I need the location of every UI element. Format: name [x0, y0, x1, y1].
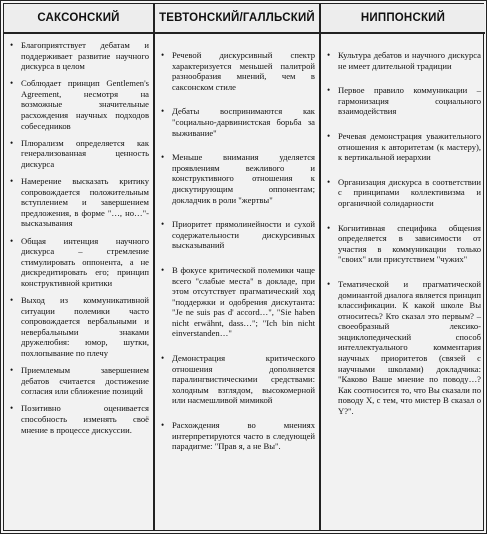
list-item: • Позитивно оценивается способность изменять своё мнение в процессе дискуссии.: [9, 403, 149, 435]
column-teutonic-gallic: [153, 34, 319, 530]
list-item: • Первое правило коммуникации – гармонизация социального взаимодействия: [326, 85, 481, 117]
comparison-table: [3, 3, 484, 531]
list-item: • Дебаты воспринимаются как "социально-дарвинистская борьба за выживание": [160, 106, 315, 138]
list-item: • Приоритет прямолинейности и сухой содержательности дискурсивных высказываний: [160, 219, 315, 251]
list-item: • Тематической и прагматической доминантой диалога является принцип классификации. К какой школе Вы относитесь? Кто сказал это первым? – своеобразный лексико-энциклопедический способ интеллектуального комментария научных приоритетов (связей с научными школами) докладчика: "Каково Ваше мнение по поводу…? Как соотносится то, что Вы сказали по поводу Х, с тем, что мистер В сказал о Y?".: [326, 279, 481, 417]
header-teutonic-gallic: ТЕВТОНСКИЙ/ГАЛЛЬСКИЙ: [153, 4, 319, 34]
list-item: • Культура дебатов и научного дискурса не имеет длительной традиции: [326, 50, 481, 71]
teutonic-list: [160, 50, 315, 452]
column-saxon: [4, 34, 153, 530]
saxon-list: [9, 40, 149, 435]
list-item: • Общая интенция научного дискурса – стремление стимулировать оппонента, а не дискредитировать его; принцип конструктивной критики: [9, 236, 149, 289]
list-item: • Речевая демонстрация уважительного отношения к авторитетам (к мастеру), к вертикальной иерархии: [326, 131, 481, 163]
column-nipponic: [319, 34, 485, 530]
list-item: • Меньше внимания уделяется проявлениям вежливого и конструктивного отношения к дискутирующим оппонентам; докладчик в роли "жертвы": [160, 152, 315, 205]
list-item: • Организация дискурса в соответствии с принципами коллективизма и органичной солидарности: [326, 177, 481, 209]
list-item: • Соблюдает принцип Gentlemen's Agreement, несмотря на возможные значительные расхождения научных подходов собеседников: [9, 78, 149, 131]
list-item: • Благоприятствует дебатам и поддерживает развитие научного дискурса в целом: [9, 40, 149, 72]
list-item: • Выход из коммуникативной ситуации полемики часто сопровождается вербальными и невербальными знаками дружелюбия: юмор, шутки, похлопывание по плечу: [9, 295, 149, 359]
list-item: • Когнитивная специфика общения определяется в зависимости от участия в коммуникации только "своих" или присутствием "чужих": [326, 223, 481, 265]
nipponic-list: [326, 50, 481, 417]
list-item: • Расхождения во мнениях интерпретируются часто в следующей парадигме: "Прав я, а не Вы".: [160, 420, 315, 452]
list-item: • Приемлемым завершением дебатов считается достижение согласия или сближение позиций: [9, 365, 149, 397]
list-item: • В фокусе критической полемики чаще всего "слабые места" в докладе, при этом отсутствует прагматический ход "поддержки и одобрения дискутанта: "Je ne suis pas d' accord…", "Sie haben nicht erwähnt, dass…"; "Ich bin nicht einverstanden…": [160, 265, 315, 339]
list-item: • Намерение высказать критику сопровождается положительным вступлением и завершением предложения, в форме "…, но…"- высказывания: [9, 176, 149, 229]
header-nipponic: НИППОНСКИЙ: [319, 4, 485, 34]
list-item: • Речевой дискурсивный спектр характеризуется меньшей палитрой разнообразия мнений, чем в саксонском стиле: [160, 50, 315, 92]
list-item: • Плюрализм определяется как генерализованная ценность дискурса: [9, 138, 149, 170]
list-item: • Демонстрация критического отношения дополняется паралингвистическими средствами: холодным взглядом, высокомерной или насмешливой мимикой: [160, 353, 315, 406]
header-saxon: САКСОНСКИЙ: [4, 4, 153, 34]
